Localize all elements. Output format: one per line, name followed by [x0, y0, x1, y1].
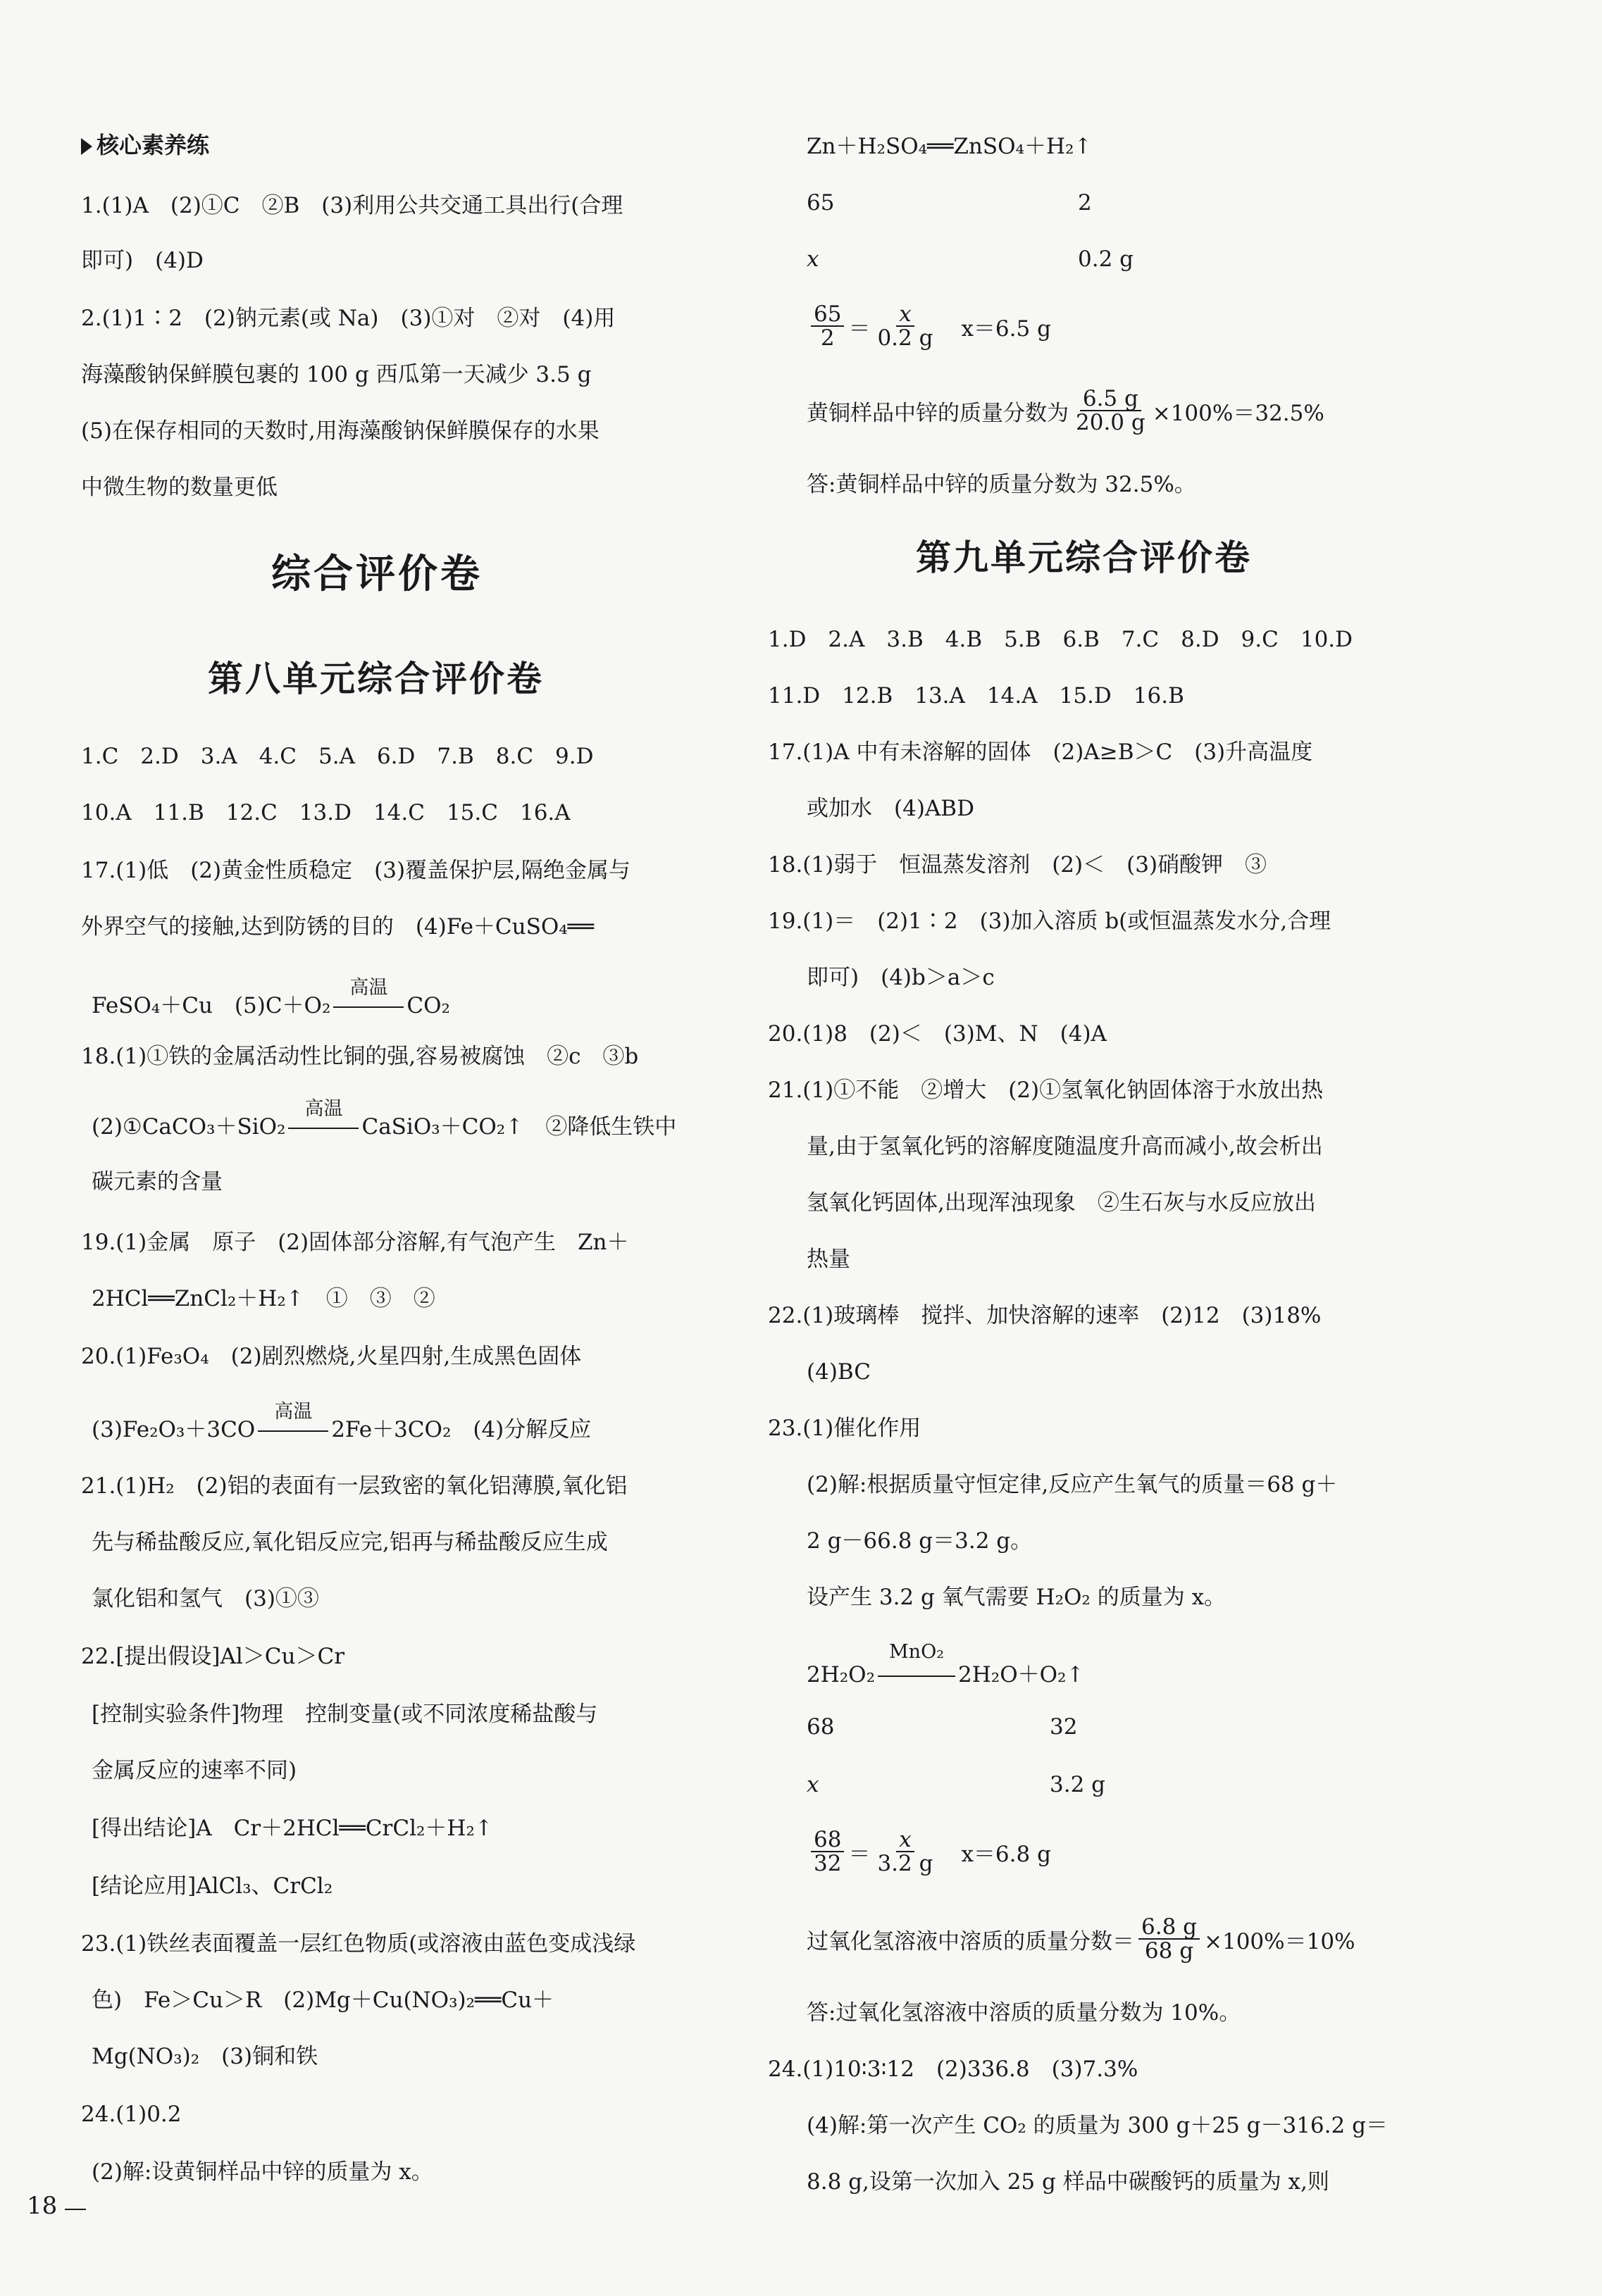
- answer-line: 即可) (4)D: [81, 248, 204, 273]
- answer-line: 2.(1)1∶2 (2)钠元素(或 Na) (3)①对 ②对 (4)用: [81, 306, 616, 331]
- answer-line: 量,由于氢氧化钙的溶解度随温度升高而减小,故会析出: [807, 1134, 1323, 1159]
- answer-line: [控制实验条件]物理 控制变量(或不同浓度稀盐酸与: [92, 1702, 598, 1727]
- answer-line: 23.(1)催化作用: [768, 1416, 921, 1441]
- fraction-equation: 过氧化氢溶液中溶质的质量分数＝ $\frac{6.8 g}{68 g}$ ×100%＝10%: [807, 1914, 1355, 1964]
- answer-line: 设产生 3.2 g 氧气需要 H₂O₂ 的质量为 x。: [807, 1585, 1227, 1610]
- title-main: 综合评价卷: [271, 551, 483, 597]
- answer-line: 21.(1)H₂ (2)铝的表面有一层致密的氧化铝薄膜,氧化铝: [81, 1473, 628, 1499]
- answer-line: 22.[提出假设]Al＞Cu＞Cr: [81, 1644, 345, 1669]
- answer-line: 答:黄铜样品中锌的质量分数为 32.5%。: [807, 472, 1196, 497]
- answer-line: 22.(1)玻璃棒 搅拌、加快溶解的速率 (2)12 (3)18%: [768, 1303, 1322, 1328]
- title-unit9: 第九单元综合评价卷: [916, 537, 1252, 578]
- mass-value: 2: [1078, 190, 1092, 216]
- answer-line: 色) Fe＞Cu＞R (2)Mg＋Cu(NO₃)₂══Cu＋: [92, 1988, 554, 2013]
- fraction-equation: 黄铜样品中锌的质量分数为 $\frac{6.5 g}{20.0 g}$ ×100%＝32.5%: [807, 386, 1324, 435]
- answer-line: 24.(1)0.2: [81, 2102, 182, 2127]
- answer-line: 19.(1)金属 原子 (2)固体部分溶解,有气泡产生 Zn＋: [81, 1230, 629, 1255]
- title-unit8: 第八单元综合评价卷: [208, 659, 544, 699]
- mass-value: x: [807, 1772, 819, 1797]
- answer-line: 19.(1)＝ (2)1∶2 (3)加入溶质 b(或恒温蒸发水分,合理: [768, 909, 1331, 934]
- answer-line: [结论应用]AlCl₃、CrCl₂: [92, 1873, 333, 1899]
- answer-line: 21.(1)①不能 ②增大 (2)①氢氧化钠固体溶于水放出热: [768, 1078, 1324, 1103]
- answer-line: 18.(1)弱于 恒温蒸发溶剂 (2)＜ (3)硝酸钾 ③: [768, 852, 1267, 878]
- triangle-bullet-icon: [81, 138, 92, 155]
- answer-line: (2)解:设黄铜样品中锌的质量为 x。: [92, 2159, 433, 2185]
- answer-line: 10.A 11.B 12.C 13.D 14.C 15.C 16.A: [81, 800, 571, 825]
- answer-line: 20.(1)Fe₃O₄ (2)剧烈燃烧,火星四射,生成黑色固体: [81, 1344, 582, 1369]
- answer-line: 外界空气的接触,达到防锈的目的 (4)Fe＋CuSO₄══: [81, 914, 595, 940]
- answer-line: 11.D 12.B 13.A 14.A 15.D 16.B: [768, 683, 1184, 709]
- mass-value: x: [807, 247, 819, 272]
- page-number: 18: [27, 2192, 58, 2220]
- answer-line: 17.(1)低 (2)黄金性质稳定 (3)覆盖保护层,隔绝金属与: [81, 858, 631, 883]
- answer-line: 答:过氧化氢溶液中溶质的质量分数为 10%。: [807, 2000, 1241, 2026]
- answer-line: (2)解:根据质量守恒定律,反应产生氧气的质量＝68 g＋: [807, 1472, 1338, 1497]
- answer-line: 海藻酸钠保鲜膜包裹的 100 g 西瓜第一天减少 3.5 g: [81, 362, 592, 387]
- answer-line: (4)BC: [807, 1359, 871, 1385]
- answer-line: 热量: [807, 1247, 850, 1272]
- answer-line: 1.(1)A (2)①C ②B (3)利用公共交通工具出行(合理: [81, 193, 623, 218]
- footer-divider: [65, 2209, 86, 2210]
- mass-value: 68: [807, 1714, 835, 1740]
- answer-line: 2HCl══ZnCl₂＋H₂↑ ① ③ ②: [92, 1286, 435, 1311]
- equation-line: (2)①CaCO₃＋SiO₂ 高温 CaSiO₃＋CO₂↑ ②降低生铁中: [92, 1098, 677, 1140]
- answer-line: 17.(1)A 中有未溶解的固体 (2)A≥B＞C (3)升高温度: [768, 740, 1313, 765]
- answer-line: 24.(1)10∶3∶12 (2)336.8 (3)7.3%: [768, 2057, 1138, 2082]
- fraction-equation: $\frac{65}{2}$ ＝ $\frac{x}{0.2 g}$ x＝6.5 g: [807, 303, 1051, 349]
- equation-line: Zn＋H₂SO₄══ZnSO₄＋H₂↑: [807, 134, 1093, 159]
- equation-line: 2H₂O₂ MnO₂ 2H₂O＋O₂↑: [807, 1641, 1085, 1687]
- answer-line: 1.D 2.A 3.B 4.B 5.B 6.B 7.C 8.D 9.C 10.D: [768, 627, 1353, 652]
- answer-line: 1.C 2.D 3.A 4.C 5.A 6.D 7.B 8.C 9.D: [81, 744, 594, 769]
- answer-line: 或加水 (4)ABD: [807, 796, 974, 821]
- answer-line: 氢氧化钙固体,出现浑浊现象 ②生石灰与水反应放出: [807, 1190, 1316, 1216]
- mass-value: 3.2 g: [1050, 1772, 1105, 1797]
- answer-line: 氯化铝和氢气 (3)①③: [92, 1586, 319, 1611]
- answer-line: 先与稀盐酸反应,氧化铝反应完,铝再与稀盐酸反应生成: [92, 1530, 608, 1555]
- answer-line: 2 g－66.8 g＝3.2 g。: [807, 1528, 1033, 1554]
- section-core-heading: 核心素养练: [81, 131, 209, 159]
- equation-line: FeSO₄＋Cu (5)C＋O₂ 高温 CO₂: [92, 977, 450, 1018]
- answer-line: 8.8 g,设第一次加入 25 g 样品中碳酸钙的质量为 x,则: [807, 2169, 1329, 2195]
- answer-line: 即可) (4)b＞a＞c: [807, 965, 995, 990]
- answer-line: (5)在保存相同的天数时,用海藻酸钠保鲜膜保存的水果: [81, 418, 600, 444]
- answer-line: Mg(NO₃)₂ (3)铜和铁: [92, 2044, 318, 2069]
- answer-line: [得出结论]A Cr＋2HCl══CrCl₂＋H₂↑: [92, 1816, 493, 1841]
- answer-line: 18.(1)①铁的金属活动性比铜的强,容易被腐蚀 ②c ③b: [81, 1044, 639, 1069]
- answer-line: 20.(1)8 (2)＜ (3)M、N (4)A: [768, 1021, 1107, 1047]
- mass-value: 0.2 g: [1078, 247, 1134, 272]
- answer-line: (4)解:第一次产生 CO₂ 的质量为 300 g＋25 g－316.2 g＝: [807, 2113, 1388, 2138]
- answer-line: 金属反应的速率不同): [92, 1758, 297, 1783]
- mass-value: 65: [807, 190, 835, 216]
- fraction-equation: $\frac{68}{32}$ ＝ $\frac{x}{3.2 g}$ x＝6.8 g: [807, 1828, 1051, 1875]
- equation-line: (3)Fe₂O₃＋3CO 高温 2Fe＋3CO₂ (4)分解反应: [92, 1401, 592, 1442]
- answer-line: 中微生物的数量更低: [81, 475, 278, 500]
- answer-line: 碳元素的含量: [92, 1169, 223, 1194]
- mass-value: 32: [1050, 1714, 1078, 1740]
- answer-line: 23.(1)铁丝表面覆盖一层红色物质(或溶液由蓝色变成浅绿: [81, 1931, 636, 1957]
